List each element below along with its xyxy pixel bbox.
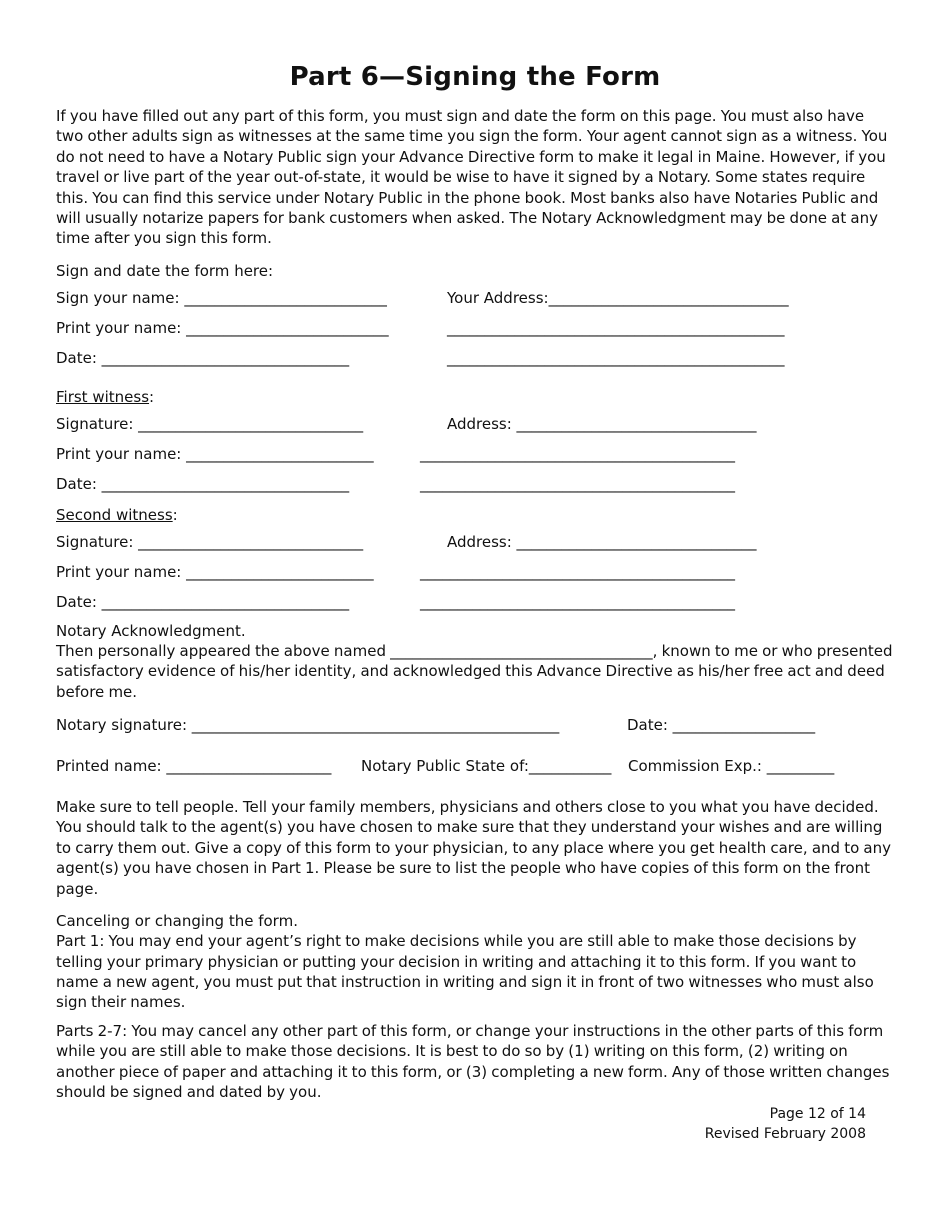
- cancel-part1-paragraph: Part 1: You may end your agent’s right to make decisions while you are still able to make those decisions by telling your primary physician or putting your decision in writing and attaching it to this form. If you want to name a new agent, you must put that instruction in writing and sign it in front of two witnesses who must also sign their names.: [56, 932, 874, 1012]
- witness2-signature-field[interactable]: Signature: ______________________________: [56, 532, 364, 551]
- signer-address-line-2[interactable]: _____________________________________________: [447, 318, 785, 337]
- notary-text: Then personally appeared the above named ___________________________________, known to me or who presented satisfactory evidence of his/her identity, and acknowledged this Advance Directive as his/her free act and deed before me.: [56, 641, 893, 701]
- witness1-signature-row: [56, 415, 894, 445]
- signer-sign-row: [56, 289, 894, 319]
- signer-print-name-field[interactable]: Print your name: ___________________________: [56, 318, 389, 337]
- notary-state-field[interactable]: Notary Public State of:___________: [361, 757, 612, 776]
- witness1-signature-field[interactable]: Signature: ______________________________: [56, 414, 364, 433]
- witness1-address-field[interactable]: Address: ________________________________: [447, 414, 757, 433]
- page: [56, 62, 894, 1102]
- witness1-address-line-3[interactable]: __________________________________________: [420, 474, 735, 493]
- witness1-date-field[interactable]: Date: _________________________________: [56, 474, 350, 493]
- tell-people-paragraph: Make sure to tell people. Tell your family members, physicians and others close to you what you have decided. You should talk to the agent(s) you have chosen to make sure that they understand your wishes and are willing to carry them out. Give a copy of this form to your physician, to any place where you get health care, and to any agent(s) you have chosen in Part 1. Please be sure to list the people who have copies of this form on the front page.: [56, 798, 892, 898]
- notary-commission-field[interactable]: Commission Exp.: _________: [628, 757, 835, 776]
- witness1-date-row: [56, 475, 894, 505]
- notary-printed-name-field[interactable]: Printed name: ______________________: [56, 757, 332, 776]
- witness2-address-field[interactable]: Address: ________________________________: [447, 532, 757, 551]
- intro-paragraph: If you have filled out any part of this form, you must sign and date the form on this page. You must also have two other adults sign as witnesses at the same time you sign the form. Your agent cannot sign as a witness. You do not need to have a Notary Public sign your Advance Directive form to make it legal in Maine. However, if you travel or live part of the year out-of-state, it would be wise to have it signed by a Notary. Some states require this. You can find this service under Notary Public in the phone book. Most banks also have Notaries Public and will usually notarize papers for bank customers when asked. The Notary Acknowledgment may be done at any time after you sign this form.: [56, 107, 888, 248]
- sign-heading: Sign and date the form here:: [56, 261, 274, 280]
- second-witness-heading: Second witness:: [56, 505, 178, 524]
- witness1-print-name-field[interactable]: Print your name: _________________________: [56, 444, 374, 463]
- witness2-date-field[interactable]: Date: _________________________________: [56, 592, 350, 611]
- cancel-heading: Canceling or changing the form.: [56, 912, 298, 931]
- signer-print-row: [56, 319, 894, 349]
- cancel-parts27-paragraph: Parts 2-7: You may cancel any other part of this form, or change your instructions in the other parts of this form while you are still able to make those decisions. It is best to do so by (1) writing on this form, (2) writing on another piece of paper and attaching it to this form, or (3) completing a new form. Any of those written changes should be signed and dated by you.: [56, 1021, 890, 1101]
- notary-printed-row: [56, 757, 894, 797]
- witness2-date-row: [56, 593, 894, 623]
- witness2-signature-row: [56, 533, 894, 563]
- signer-address-line-3[interactable]: _____________________________________________: [447, 348, 785, 367]
- cancel-section: [56, 911, 894, 1102]
- notary-signature-row: [56, 716, 894, 757]
- witness2-print-name-field[interactable]: Print your name: _________________________: [56, 562, 374, 581]
- witness2-address-line-3[interactable]: __________________________________________: [420, 592, 735, 611]
- revision-date: Revised February 2008: [704, 1126, 866, 1142]
- signer-sign-name-field[interactable]: Sign your name: ___________________________: [56, 288, 387, 307]
- first-witness-section: [56, 415, 894, 505]
- page-title: Part 6—Signing the Form: [289, 62, 661, 92]
- notary-section: [56, 621, 894, 797]
- notary-date-field[interactable]: Date: ___________________: [627, 716, 816, 735]
- witness1-address-line-2[interactable]: __________________________________________: [420, 444, 735, 463]
- signer-date-row: [56, 349, 894, 379]
- signer-address-field[interactable]: Your Address:________________________________: [447, 288, 789, 307]
- page-number: Page 12 of 14: [769, 1106, 866, 1122]
- witness2-print-row: [56, 563, 894, 593]
- first-witness-heading: First witness:: [56, 387, 155, 406]
- signer-section: [56, 289, 894, 379]
- signer-date-field[interactable]: Date: _________________________________: [56, 348, 350, 367]
- notary-heading: Notary Acknowledgment.: [56, 621, 246, 640]
- witness2-address-line-2[interactable]: __________________________________________: [420, 562, 735, 581]
- witness1-print-row: [56, 445, 894, 475]
- notary-signature-field[interactable]: Notary signature: _________________________________________________: [56, 716, 560, 735]
- second-witness-section: [56, 533, 894, 623]
- page-footer: [705, 1104, 866, 1144]
